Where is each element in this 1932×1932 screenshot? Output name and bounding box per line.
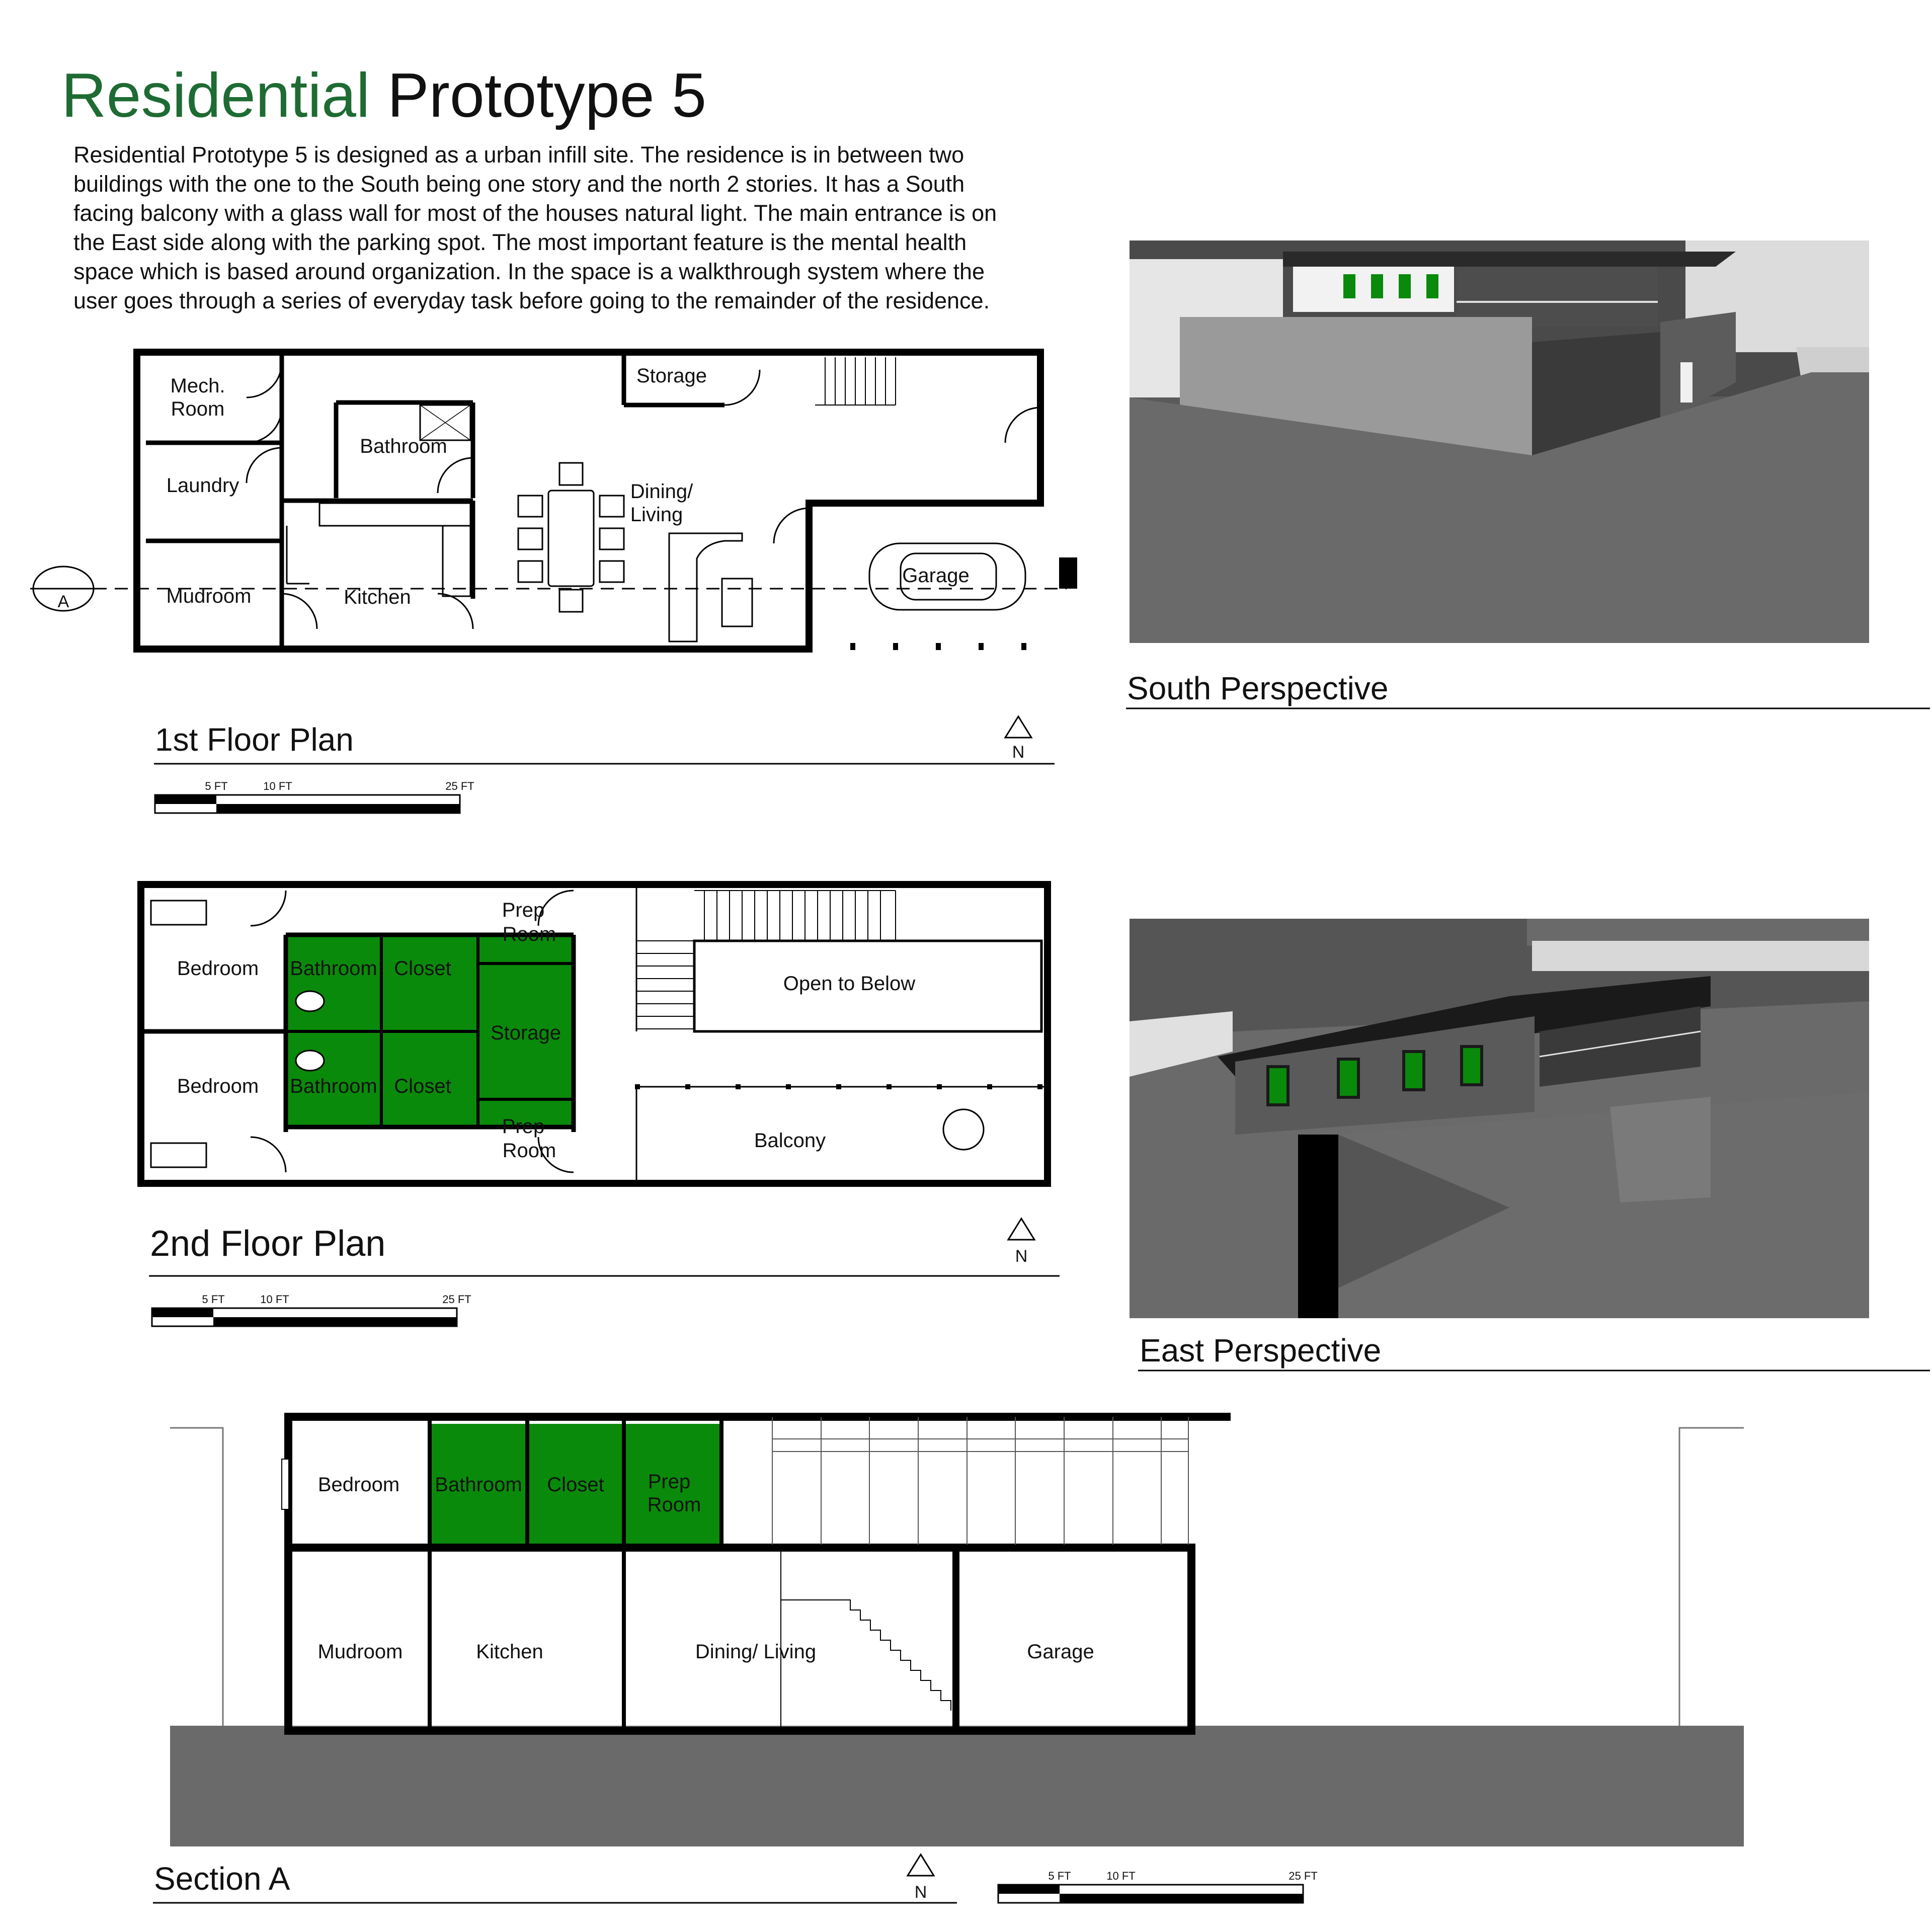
room-label: Open to Below	[783, 973, 916, 995]
first-floor-labels	[58, 365, 970, 611]
door-swing	[438, 594, 473, 629]
description-line: facing balcony with a glass wall for most of the houses natural light. The main entrance is on	[73, 200, 997, 226]
door-swing	[251, 891, 286, 926]
scale-label: 10 FT	[263, 780, 292, 792]
room-label: Garage	[1027, 1641, 1094, 1663]
door-swing	[282, 594, 317, 629]
dining-table	[548, 491, 594, 586]
chair	[559, 463, 583, 485]
room-label: Room	[502, 923, 556, 945]
ground	[170, 1726, 1744, 1846]
plan-title: 1st Floor Plan	[155, 721, 354, 758]
door-swing	[725, 370, 760, 405]
description-line: the East side along with the parking spot. The most important feature is the mental health	[73, 229, 967, 255]
room-label: Bathroom	[360, 435, 447, 457]
room-label: Prep	[502, 1115, 545, 1138]
chair	[600, 528, 624, 549]
description	[73, 142, 997, 313]
room-label: Bathroom	[290, 1075, 377, 1097]
title-main: Prototype 5	[387, 61, 707, 130]
north-label: N	[1015, 1247, 1028, 1266]
room-label: Dining/	[630, 480, 693, 503]
room-label: Kitchen	[476, 1641, 543, 1663]
room-label: Bedroom	[177, 1075, 259, 1097]
door-swing	[251, 1137, 286, 1172]
south-perspective-render	[1130, 240, 1869, 643]
north-arrow	[1008, 1219, 1034, 1266]
door-swing	[774, 508, 809, 543]
room-label: Closet	[394, 1075, 451, 1097]
description-line: Residential Prototype 5 is designed as a urban infill site. The residence is in between two	[73, 142, 964, 168]
perspective-title: East Perspective	[1140, 1332, 1382, 1369]
room-label: Mudroom	[317, 1641, 403, 1663]
scale-label: 10 FT	[260, 1293, 289, 1306]
room-label: Storage	[490, 1022, 561, 1044]
description-line: space which is based around organization. In the space is a walkthrough system where the	[73, 259, 985, 284]
stairs	[636, 891, 896, 1029]
room-label: Dining/ Living	[695, 1641, 817, 1663]
room-label: Bathroom	[290, 957, 377, 980]
door-swing	[247, 362, 282, 397]
room-label: Balcony	[754, 1130, 826, 1152]
kitchen-counter	[443, 526, 470, 596]
room-label: Mech.	[170, 375, 225, 397]
page-title	[61, 61, 706, 130]
room-label: Closet	[394, 957, 451, 980]
door-swing	[1005, 408, 1040, 443]
room-label: Bedroom	[317, 1474, 400, 1496]
exterior-wall	[141, 884, 1048, 1183]
scale-label: 5 FT	[1048, 1870, 1071, 1882]
room-label: Room	[171, 398, 225, 420]
room-label: Room	[502, 1140, 556, 1162]
scale-label: 25 FT	[1289, 1870, 1318, 1882]
stairs	[815, 357, 896, 405]
toilet	[296, 1051, 324, 1071]
perspective-title: South Perspective	[1127, 670, 1389, 706]
room-label: Kitchen	[344, 586, 411, 608]
scale-label: 5 FT	[205, 780, 228, 792]
second-floor-plan	[141, 884, 1048, 1183]
scale-label: 25 FT	[442, 1293, 471, 1306]
exterior-wall	[137, 352, 1040, 649]
description-line: buildings with the one to the South being one story and the north 2 stories. It has a South	[73, 171, 965, 197]
chair	[518, 528, 542, 549]
glass-wall	[772, 1417, 1188, 1545]
balcony-table	[943, 1109, 984, 1150]
scale-bar	[155, 780, 474, 813]
room-label: Living	[630, 504, 683, 526]
section-a	[170, 1417, 1744, 1846]
plan-title: 2nd Floor Plan	[150, 1224, 386, 1264]
scale-label: 10 FT	[1106, 1870, 1136, 1882]
section-title: Section A	[154, 1861, 290, 1897]
scale-bar	[152, 1293, 471, 1326]
scale-label: 5 FT	[202, 1293, 225, 1306]
north-arrow	[908, 1855, 934, 1902]
kitchen-counter	[319, 503, 470, 526]
chair	[600, 561, 624, 582]
scale-label: 25 FT	[445, 780, 474, 792]
bed	[151, 901, 206, 925]
scale-bar	[998, 1870, 1318, 1903]
room-label: Bathroom	[435, 1474, 522, 1496]
chair	[600, 496, 624, 517]
toilet	[296, 991, 324, 1011]
room-label: Bedroom	[177, 957, 259, 980]
coffee-table	[722, 579, 752, 626]
door-swing	[247, 408, 282, 443]
north-label: N	[1012, 743, 1025, 762]
east-perspective-render	[1130, 919, 1869, 1318]
neighbor-outline	[170, 1428, 223, 1726]
room-label: Laundry	[166, 474, 239, 497]
room-label: Garage	[902, 565, 970, 587]
room-label: Prep	[648, 1471, 691, 1493]
section-marker-label: A	[57, 592, 69, 611]
north-label: N	[914, 1883, 927, 1902]
door-swing	[247, 448, 282, 483]
room-label: Mudroom	[166, 585, 252, 607]
chair	[518, 496, 542, 517]
room-label: Closet	[547, 1474, 604, 1496]
neighbor-outline	[1679, 1428, 1744, 1726]
chair	[518, 561, 542, 582]
bed	[151, 1143, 206, 1167]
description-line: user goes through a series of everyday task before going to the remainder of the residence.	[73, 288, 990, 313]
room-label: Storage	[636, 365, 707, 387]
north-arrow	[1005, 716, 1031, 762]
chair	[559, 590, 583, 612]
sofa	[669, 533, 742, 641]
title-accent: Residential	[61, 61, 370, 130]
door-swing	[438, 458, 473, 493]
room-label: Prep	[502, 899, 545, 921]
room-label: Room	[647, 1494, 701, 1516]
